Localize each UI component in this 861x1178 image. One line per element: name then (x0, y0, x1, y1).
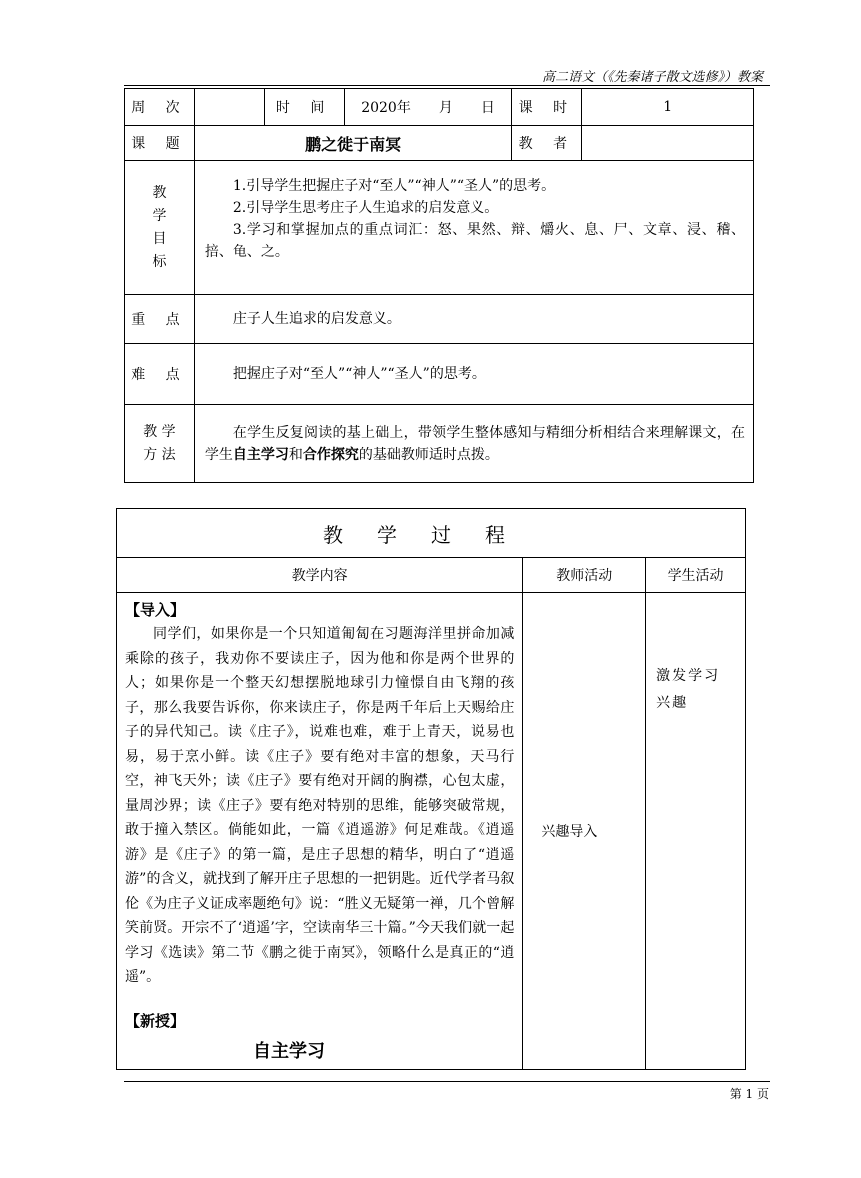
page-number: 第 1 页 (729, 1087, 769, 1101)
student-activity-cell: 激发学习兴趣 (646, 593, 746, 1070)
info-row-goals (125, 161, 754, 295)
goals-label: 教 学 目 标 (125, 161, 195, 295)
goals-content (194, 161, 753, 295)
footer-rule (124, 1081, 770, 1082)
document-header-title: 高二语文（《先秦诸子散文选修》）教案 (541, 70, 763, 85)
info-row-week (125, 89, 754, 126)
topic-label: 课 题 (125, 126, 195, 161)
method-highlight: 自主学习 (232, 446, 289, 463)
intro-text: 同学们，如果你是一个只知道匍匐在习题海洋里拼命加减乘除的孩子，我劝你不要读庄子，因为他和你是两个世界的人；如果你是一个整天幻想摆脱地球引力憧憬自由飞翔的孩子，那么我要告诉你，你来读庄子，你是两千年后上天赐给庄子的异代知己。读《庄子》，说难也难，难于上青天，说易也易，易于烹小鲜。读《庄子》要有绝对丰富的想象，天马行空，神飞天外；读《庄子》要有绝对开阔的胸襟，心包太虚，量周沙界；读《庄子》要有绝对特别的思维，能够突破常规，敢于撞入禁区。倘能如此，一篇《逍遥游》何足难哉。《逍遥游》是《庄子》的第一篇，是庄子思想的精华，明白了“逍遥游”的含义，就找到了解开庄子思想的一把钥匙。近代学者马叙伦《为庄子义证成率题绝句》说：“胜义无疑第一禅，几个曾解笑前贤。开宗不了‘逍遥’字，空读南华三十篇。”今天我们就一起学习《选读》第二节《鹏之徙于南冥》，领略什么是真正的“逍遥”。 (125, 626, 515, 985)
process-header-row (117, 558, 746, 593)
info-row-key (125, 295, 754, 344)
hours-label: 课 时 (512, 89, 582, 126)
teaching-content-cell (117, 593, 523, 1070)
info-row-difficulty (125, 344, 754, 405)
teaching-process-table (116, 508, 746, 1070)
col-header-teacher: 教师活动 (523, 558, 646, 593)
col-header-student: 学生活动 (646, 558, 746, 593)
method-value: 在学生反复阅读的基上础上，带领学生整体感知与精细分析相结合来理解课文，在学生自主学习和合作探究的基础教师适时点拨。 (194, 405, 753, 483)
key-label: 重 点 (125, 295, 195, 344)
process-title: 教学过程 (117, 509, 746, 558)
col-header-content: 教学内容 (117, 558, 523, 593)
difficulty-label: 难 点 (125, 344, 195, 405)
header-rule (124, 85, 770, 86)
hours-value: 1 (582, 89, 754, 126)
topic-value: 鹏之徙于南冥 (194, 126, 512, 161)
teacher-label: 教 者 (512, 126, 582, 161)
teacher-value (582, 126, 754, 161)
self-study-heading: 自主学习 (253, 1040, 325, 1062)
difficulty-value: 把握庄子对“至人”“神人”“圣人”的思考。 (194, 344, 753, 405)
time-label: 时 间 (264, 89, 344, 126)
week-label: 周 次 (125, 89, 195, 126)
process-title-row (117, 509, 746, 558)
info-row-method (125, 405, 754, 483)
method-label: 教 学 方 法 (125, 405, 195, 483)
method-highlight: 合作探究 (302, 446, 359, 463)
lesson-info-table (124, 88, 754, 483)
intro-heading: 【导入】 (125, 601, 186, 619)
info-row-topic (125, 126, 754, 161)
goal-item: 3.学习和掌握加点的重点词汇：怒、果然、辩、爝火、息、尸、文章、浸、稽、掊、龟、之。 (204, 222, 745, 260)
goal-item: 2.引导学生思考庄子人生追求的启发意义。 (232, 200, 499, 216)
goal-item: 1.引导学生把握庄子对“至人”“神人”“圣人”的思考。 (232, 178, 556, 194)
date-value: 2020年 月 日 (344, 89, 512, 126)
teacher-activity-cell: 兴趣导入 (523, 593, 646, 1070)
process-body-row (117, 593, 746, 1070)
new-lesson-heading: 【新授】 (125, 1011, 186, 1030)
week-value (194, 89, 264, 126)
key-value: 庄子人生追求的启发意义。 (194, 295, 753, 344)
